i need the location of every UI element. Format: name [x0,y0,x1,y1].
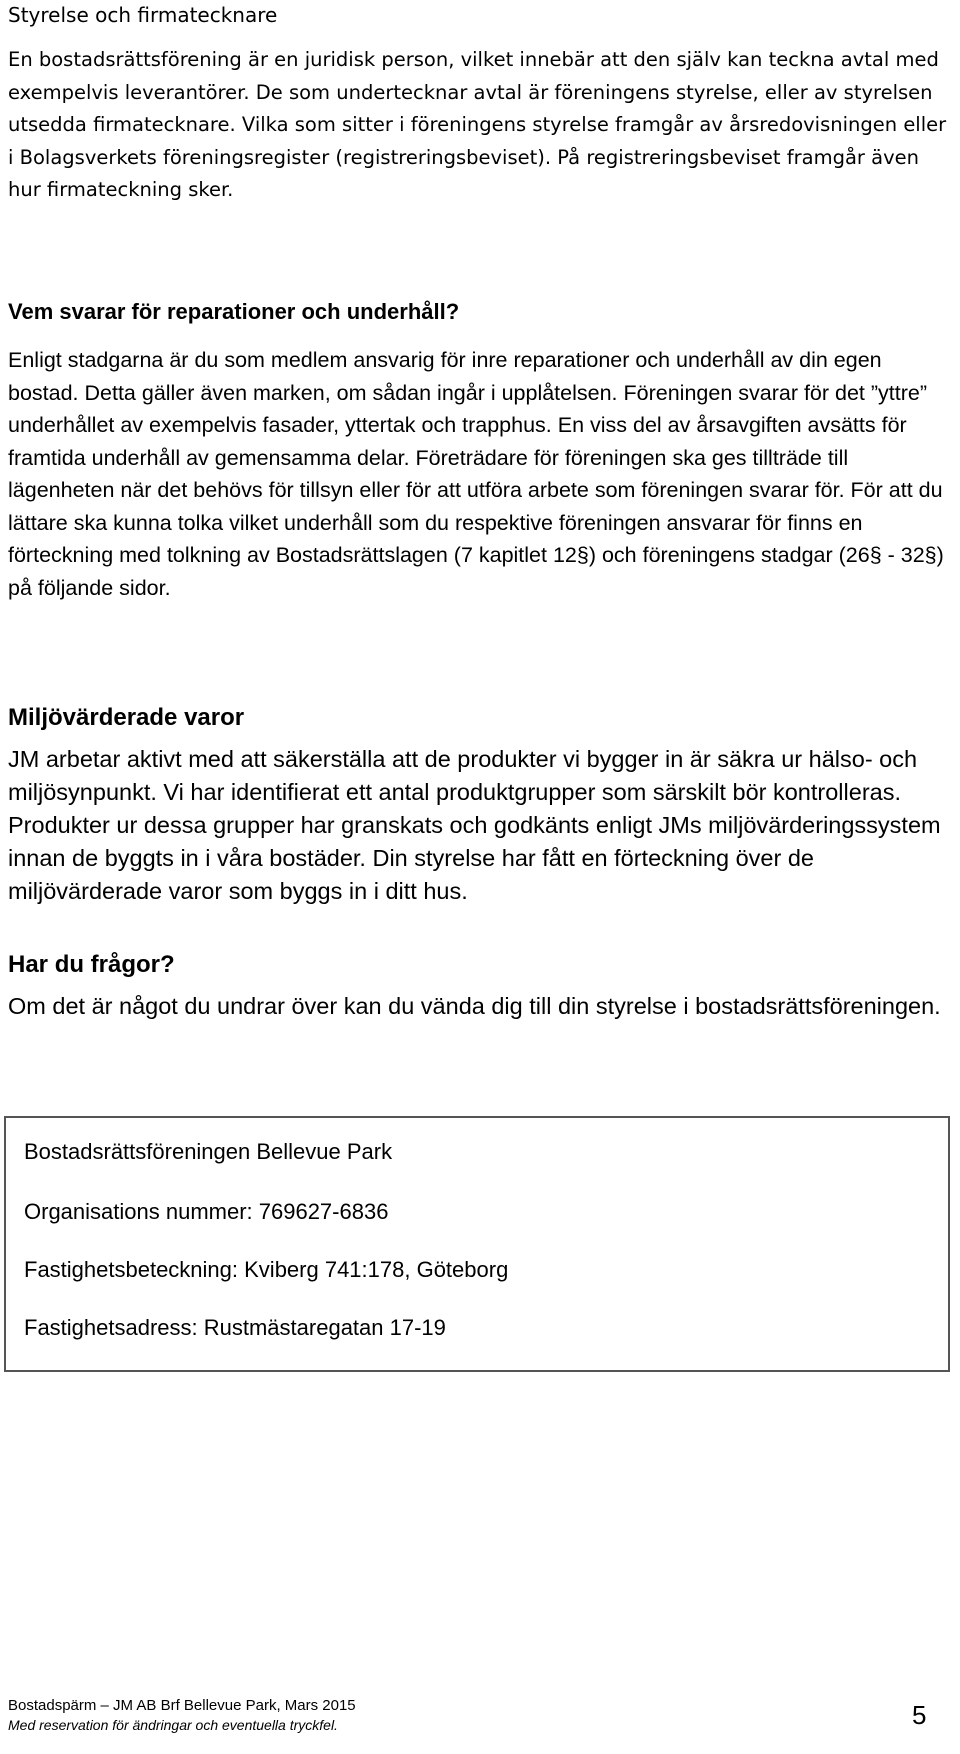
page-number: 5 [912,1700,927,1730]
paragraph-board: En bostadsrättsförening är en juridisk person, vilket innebär att den själv kan teckna avtal med exempelvis leverantörer. De som undertecknar avtal är föreningens styrelse, eller av styrelsen utsedda firmatecknare. Vilka som sitter i föreningens styrelse framgår av årsredovisningen eller i Bolagsverkets föreningsregister (registreringsbeviset). På registreringsbeviset framgår även hur firmateckning sker. [8,48,947,201]
paragraph-questions: Om det är något du undrar över kan du vända dig till din styrelse i bostadsrättsföreningen. [8,993,941,1019]
footer-title: Bostadspärm – JM AB Brf Bellevue Park, Mars 2015 [8,1697,356,1714]
footer-disclaimer: Med reservation för ändringar och eventuella tryckfel. [8,1717,338,1733]
property-address: Fastighetsadress: Rustmästaregatan 17-19 [24,1315,446,1340]
heading-repairs: Vem svarar för reparationer och underhåll? [8,299,460,324]
association-info-box [4,1116,950,1372]
property-designation: Fastighetsbeteckning: Kviberg 741:178, Göteborg [24,1257,509,1282]
heading-questions: Har du frågor? [8,951,175,978]
organisation-number: Organisations nummer: 769627-6836 [24,1199,389,1224]
heading-board: Styrelse och firmatecknare [8,3,278,27]
heading-environment: Miljövärderade varor [8,704,245,731]
paragraph-repairs: Enligt stadgarna är du som medlem ansvarig för inre reparationer och underhåll av din egen bostad. Detta gäller även marken, om sådan ingår i upplåtelsen. Föreningen svarar för det ”yttre” underhållet av exempelvis fasader, yttertak och trapphus. En viss del av årsavgiften avsätts för framtida underhåll av gemensamma delar. Företrädare för föreningen ska ges tillträde till lägenheten när det behövs för tillsyn eller för att utföra arbete som föreningen svarar för. För att du lättare ska kunna tolka vilket underhåll som du respektive föreningen ansvarar för finns en förteckning med tolkning av Bostadsrättslagen (7 kapitlet 12§) och föreningens stadgar (26§ - 32§) på följande sidor. [8,348,944,600]
association-name: Bostadsrättsföreningen Bellevue Park [24,1139,393,1164]
paragraph-environment: JM arbetar aktivt med att säkerställa att de produkter vi bygger in är säkra ur hälso- och miljösynpunkt. Vi har identifierat ett antal produktgrupper som särskilt bör kontrolleras. Produkter ur dessa grupper har granskats och godkänts enligt JMs miljövärderingssystem innan de byggts in i våra bostäder. Din styrelse har fått en förteckning över de miljövärderade varor som byggs in i ditt hus. [8,746,941,904]
